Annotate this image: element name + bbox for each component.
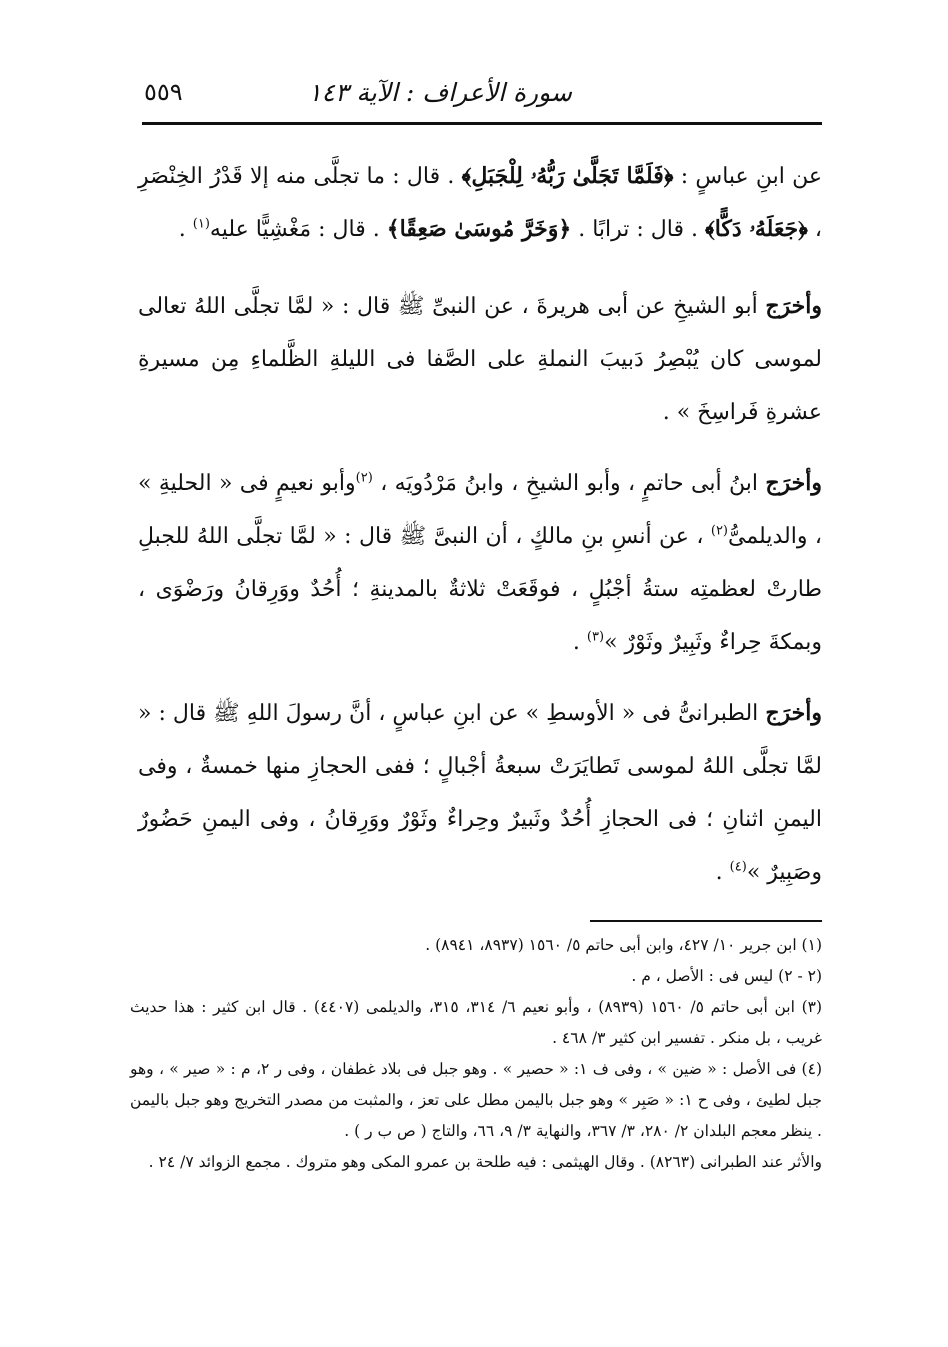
p1-text-b: . قال : ما تجلَّى منه إلا قَدْرُ الخِنْصَرِ ، <box>138 164 822 242</box>
footnote-rule <box>590 920 822 922</box>
footnote-2: (٢ - ٢) ليس فى : الأصل ، م . <box>631 967 822 985</box>
footnote-1: (١) ابن جرير ١٠/ ٤٢٧، وابن أبى حاتم ٥/ ١٥٦٠ (٨٩٣٧، ٨٩٤١) . <box>425 936 822 954</box>
footnote-3: (٣) ابن أبى حاتم ٥/ ١٥٦٠ (٨٩٣٩) ، وأبو نعيم ٦/ ٣١٤، ٣١٥، والديلمى (٤٤٠٧) . قال ابن كثير : هذا حديث غريب ، بل منكر . تفسير ابن كثير ٣/ ٤٦٨ . <box>130 998 823 1047</box>
p4-lead-word: وأخرَج <box>765 700 822 726</box>
footnote-ref-1: (١) <box>192 216 210 232</box>
paragraph-3 <box>138 457 822 669</box>
paragraph-2 <box>138 280 822 439</box>
running-title: سورة الأعراف : الآية ١٤٣ <box>308 78 572 107</box>
page-number: ٥٥٩ <box>144 78 183 106</box>
p3-text-b: وأبو نعيمٍ فى « الحليةِ » ، والديلمىُّ <box>138 471 822 549</box>
header-rule <box>142 122 822 125</box>
footnote-ref-4: (٤) <box>729 859 747 875</box>
footnote-4-continued: والأثر عند الطبرانى (٨٢٦٣) . وقال الهيثمى : فيه طلحة بن عمرو المكى وهو متروك . مجمع الزوائد ٧/ ٢٤ . <box>148 1153 822 1171</box>
main-text <box>138 150 822 917</box>
footnotes <box>130 930 822 1178</box>
footnote-4: (٤) فى الأصل : « ضين » ، وفى ف ١: « حصير » . وهو جبل فى بلاد غطفان ، وفى ر ٢، م : « صير » ، وهو جبل لطيئ ، وفى ح ١: « صَبِر » وهو جبل باليمن مطل على تعز ، والمثبت من مصدر التخريج وهو جبل باليمن . ينظر معجم البلدان ٢/ ٢٨٠، ٣/ ٣٦٧، والنهاية ٣/ ٩، ٦٦، والتاج ( ص ب ر ) . <box>130 1060 822 1140</box>
paragraph-1 <box>138 150 822 256</box>
p2-text: أبو الشيخِ عن أبى هريرةَ ، عن النبىِّ ﷺ قال : « لمَّا تجلَّى اللهُ تعالى لموسى كان يُبْصِرُ دَبيبَ النملةِ على الصَّفا فى الليلةِ الظَّلماءِ مِن مسيرةِ عشرةِ فَراسِخَ » . <box>138 294 822 425</box>
p3-text-a: ابنُ أبى حاتمٍ ، وأبو الشيخِ ، وابنُ مَرْدُويَه ، <box>372 471 766 496</box>
p4-end: . <box>715 860 730 885</box>
page-header <box>142 72 822 122</box>
footnote-ref-2-close: (٢) <box>710 523 728 539</box>
footnote-ref-2-open: (٢) <box>355 470 373 486</box>
p1-text-d: . قال : مَغْشِيًّا عليه <box>209 217 387 242</box>
footnote-ref-3: (٣) <box>586 629 605 645</box>
p1-text-c: . قال : ترابًا . <box>571 217 705 242</box>
quran-verse-a: ﴿فَلَمَّا تَجَلَّىٰ رَبُّهُۥ لِلْجَبَلِ﴾ <box>461 163 674 189</box>
paragraph-4 <box>138 687 822 899</box>
p2-lead-word: وأخرَج <box>765 293 822 319</box>
p3-lead-word: وأخرَج <box>765 470 822 496</box>
quran-verse-c: ﴿وَخَرَّ مُوسَىٰ صَعِقًا﴾ <box>386 216 572 242</box>
p1-text-a: عن ابنِ عباسٍ : <box>673 164 822 189</box>
p3-text-c: ، عن أنسِ بنِ مالكٍ ، أن النبىَّ ﷺ قال : « لمَّا تجلَّى اللهُ للجبلِ طارتْ لعظمتِه ستةُ أجْبُلٍ ، فوقَعَتْ ثلاثةٌ بالمدينةِ ؛ أُحُدٌ ووَرِقانُ ورَضْوَى ، وبمكةَ حِراءٌ وثَبِيرٌ وثَوْرٌ » <box>138 524 822 655</box>
p3-end: . <box>572 630 587 655</box>
p1-end: . <box>178 217 193 242</box>
quran-verse-b: ﴿جَعَلَهُۥ دَكًّا﴾ <box>704 216 808 242</box>
p4-text: الطبرانىُّ فى « الأوسطِ » عن ابنِ عباسٍ ، أنَّ رسولَ اللهِ ﷺ قال : « لمَّا تجلَّى اللهُ لموسى تَطايَرَتْ سبعةُ أجْبالٍ ؛ ففى الحجازِ منها خمسةٌ ، وفى اليمنِ اثنانِ ؛ فى الحجازِ أُحُدٌ وثَبيرٌ وحِراءٌ وثَوْرٌ ووَرِقانُ ، وفى اليمنِ حَضُورٌ وصَبِيرٌ » <box>138 701 822 885</box>
